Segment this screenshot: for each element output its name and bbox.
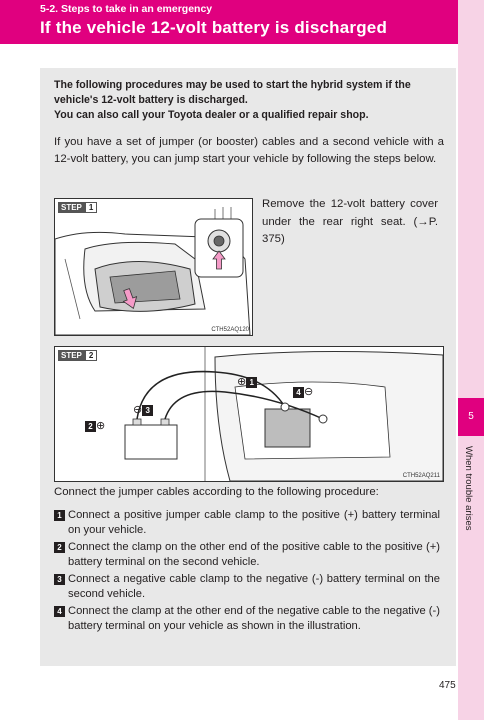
step-number-badge: 1 <box>54 510 65 521</box>
step2-illustration <box>54 346 444 482</box>
step-text: Connect a negative cable clamp to the negative (-) battery terminal on the second vehicle. <box>68 573 440 600</box>
procedure-step-2 <box>54 540 440 569</box>
step-text: Connect the clamp on the other end of the positive cable to the positive (+) battery terminal on the second vehicle. <box>68 541 440 568</box>
chapter-tab-label: When trouble arises <box>463 446 474 531</box>
callout-1 <box>237 375 257 388</box>
step2-image-code: CTH52AQ211 <box>402 473 440 479</box>
chapter-tab[interactable]: 5 <box>458 398 484 436</box>
intro-line-2: You can also call your Toyota dealer or a qualified repair shop. <box>54 109 369 121</box>
content-panel <box>40 68 456 666</box>
chapter-header <box>0 0 458 44</box>
step1-badge <box>58 202 97 213</box>
jump-start-paragraph: If you have a set of jumper (or booster) cables and a second vehicle with a 12-volt battery, you can jump start your vehicle by following the steps below. <box>54 136 444 165</box>
callout-2-number: 2 <box>85 421 96 432</box>
side-strip <box>458 0 484 720</box>
intro-line-1: The following procedures may be used to start the hybrid system if the vehicle's 12-volt battery is discharged. <box>54 79 411 106</box>
step1-illustration <box>54 198 253 336</box>
step1-instruction: Remove the 12-volt battery cover under the rear right seat. (→P. 375) <box>262 198 438 245</box>
step-number-badge: 4 <box>54 606 65 617</box>
page-title: If the vehicle 12-volt battery is discharged <box>40 18 388 37</box>
minus-symbol: ⊖ <box>133 404 143 416</box>
step-number: 1 <box>85 202 97 213</box>
step-text: Connect the clamp at the other end of the negative cable to the negative (-) battery terminal on your vehicle as shown in the illustration. <box>68 605 440 632</box>
plus-symbol: ⊕ <box>96 420 106 432</box>
step1-image-code: CTH52AQ120 <box>211 327 249 333</box>
callout-3-number: 3 <box>142 405 153 416</box>
procedure-list <box>54 508 440 636</box>
step2-badge <box>58 350 97 361</box>
procedure-step-1 <box>54 508 440 537</box>
step-number-badge: 3 <box>54 574 65 585</box>
section-heading: 5-2. Steps to take in an emergency <box>40 3 213 15</box>
callout-2 <box>85 419 105 432</box>
minus-symbol: ⊖ <box>304 386 314 398</box>
step-text: Connect a positive jumper cable clamp to the positive (+) battery terminal on your vehicle. <box>68 509 440 536</box>
callout-4-number: 4 <box>293 387 304 398</box>
callout-4 <box>293 385 313 398</box>
callout-3 <box>133 403 153 416</box>
plus-symbol: ⊕ <box>237 376 247 388</box>
step-number: 2 <box>85 350 97 361</box>
seat-cover-drawing <box>55 199 252 335</box>
procedure-step-4 <box>54 604 440 633</box>
jumper-cable-diagram <box>55 347 443 481</box>
callout-1-number: 1 <box>246 377 257 388</box>
procedure-step-3 <box>54 572 440 601</box>
step-word: STEP <box>58 350 85 361</box>
step-word: STEP <box>58 202 85 213</box>
connect-intro: Connect the jumper cables according to the following procedure: <box>54 486 379 498</box>
page-number: 475 <box>439 680 456 691</box>
step-number-badge: 2 <box>54 542 65 553</box>
intro-text <box>54 78 444 123</box>
